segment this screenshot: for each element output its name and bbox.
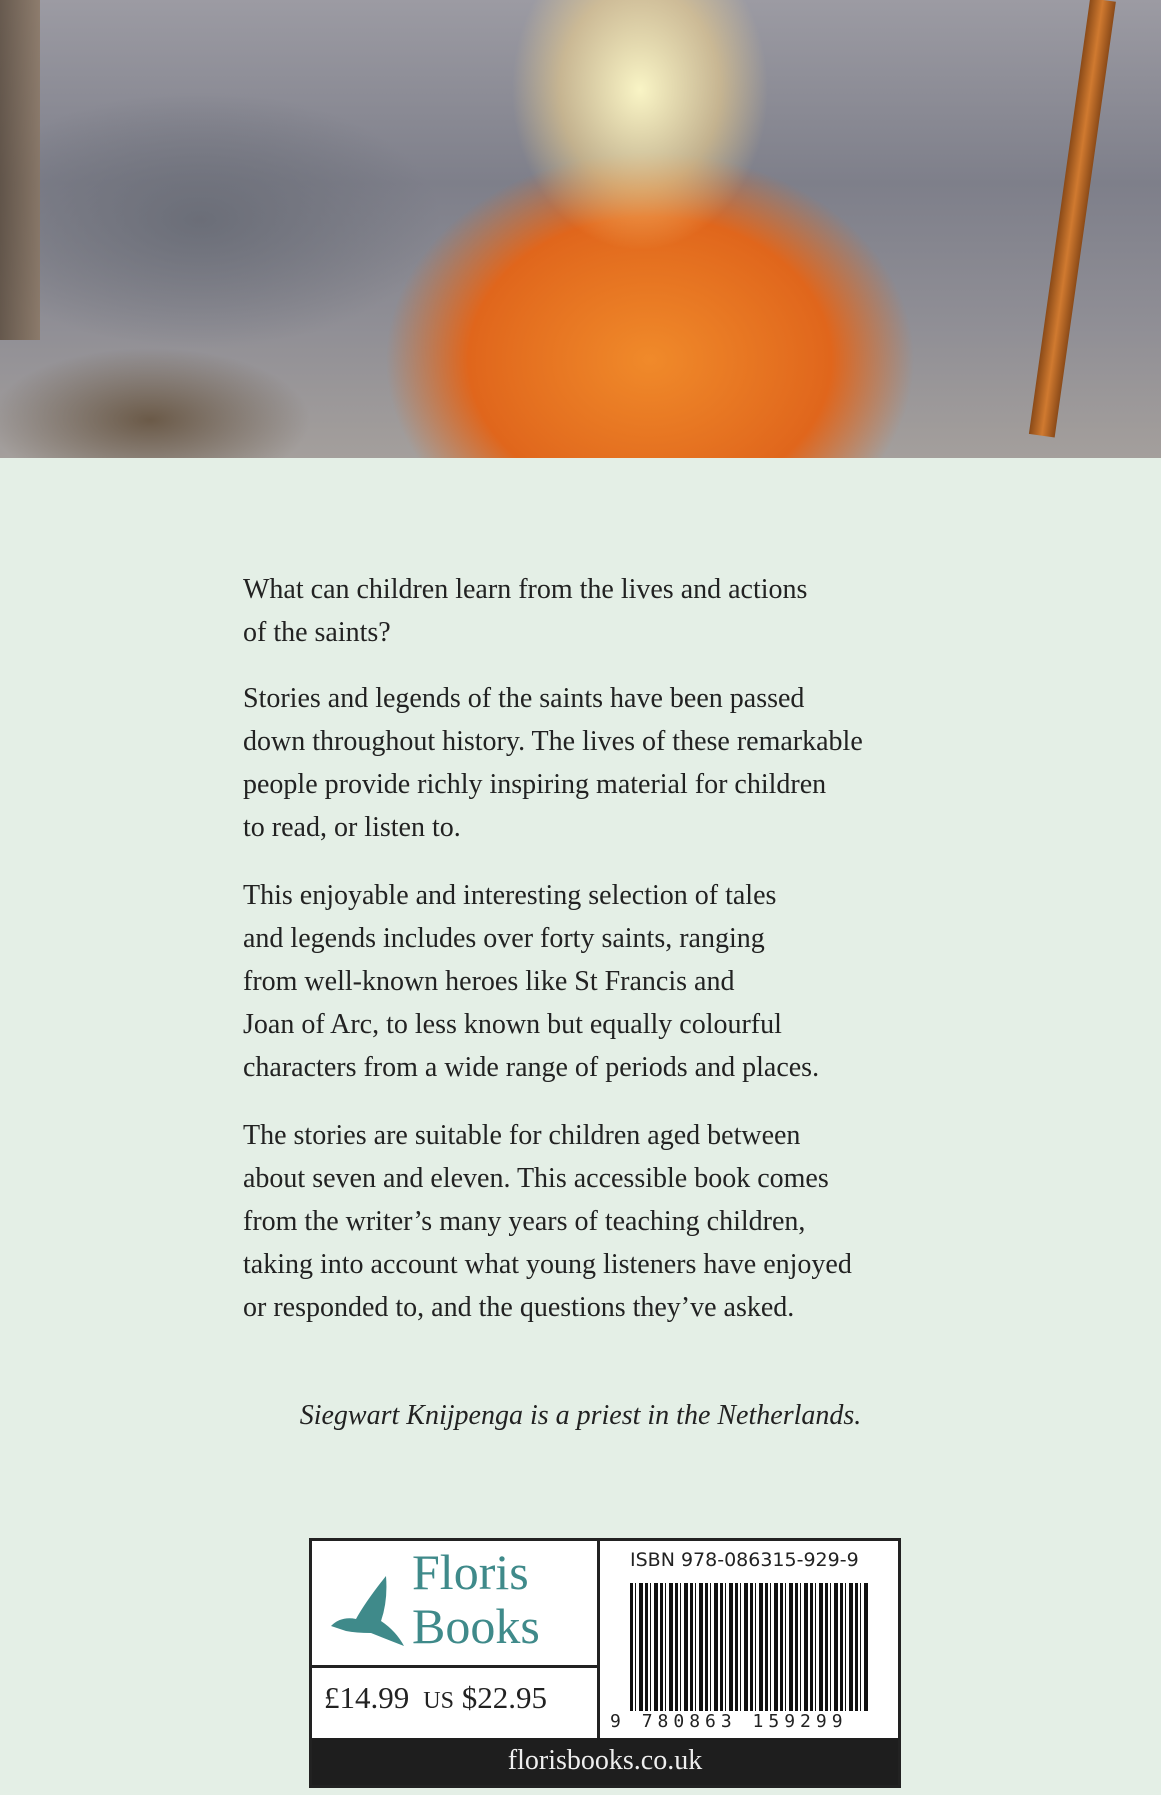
dove-icon (326, 1571, 416, 1651)
text-line: taking into account what young listeners have enjoyed (243, 1249, 852, 1280)
text-line: from the writer’s many years of teaching children, (243, 1206, 806, 1237)
text-line: What can children learn from the lives and actions (243, 574, 808, 605)
barcode-digit-first: 9 (610, 1711, 626, 1732)
barcode-digits (610, 1711, 848, 1732)
text-line: Stories and legends of the saints have been passed (243, 683, 805, 714)
text-line: or responded to, and the questions they’ve asked. (243, 1292, 795, 1323)
isbn-label: ISBN 978-086315-929-9 (630, 1549, 859, 1571)
text-line: The stories are suitable for children aged between (243, 1120, 801, 1151)
author-note: Siegwart Knijpenga is a priest in the Netherlands. (299, 1400, 862, 1431)
paragraph-4 (243, 1114, 1063, 1329)
publisher-logo (312, 1541, 600, 1668)
text-line: and legends includes over forty saints, ranging (243, 923, 765, 954)
text-line: from well-known heroes like St Francis and (243, 966, 735, 997)
text-line: about seven and eleven. This accessible book comes (243, 1163, 829, 1194)
website: florisbooks.co.uk (312, 1738, 898, 1785)
barcode-digits-rest: 780863 159299 (641, 1711, 848, 1732)
text-line: of the saints? (243, 617, 391, 648)
price-gbp: £14.99 (324, 1680, 410, 1715)
text-line: characters from a wide range of periods and places. (243, 1052, 820, 1083)
text-line: people provide richly inspiring material for children (243, 769, 827, 800)
publisher-barcode-box (309, 1538, 901, 1788)
price (312, 1668, 600, 1738)
barcode-panel (600, 1541, 898, 1738)
paragraph-1 (243, 568, 1063, 654)
barcode (630, 1583, 870, 1711)
price-usd: $22.95 (461, 1680, 547, 1715)
paragraph-3 (243, 874, 1063, 1089)
text-line: Joan of Arc, to less known but equally colourful (243, 1009, 782, 1040)
price-us-label: US (423, 1688, 454, 1714)
text-line: This enjoyable and interesting selection of tales (243, 880, 777, 911)
text-line: to read, or listen to. (243, 812, 461, 843)
publisher-name-line2: Books (412, 1598, 540, 1654)
publisher-name-line1: Floris (412, 1544, 529, 1600)
paragraph-2 (243, 677, 1063, 849)
cover-illustration (0, 0, 1161, 458)
publisher-name (412, 1545, 540, 1653)
text-line: down throughout history. The lives of these remarkable (243, 726, 863, 757)
staff (1029, 0, 1116, 438)
tree-trunk (0, 0, 40, 340)
